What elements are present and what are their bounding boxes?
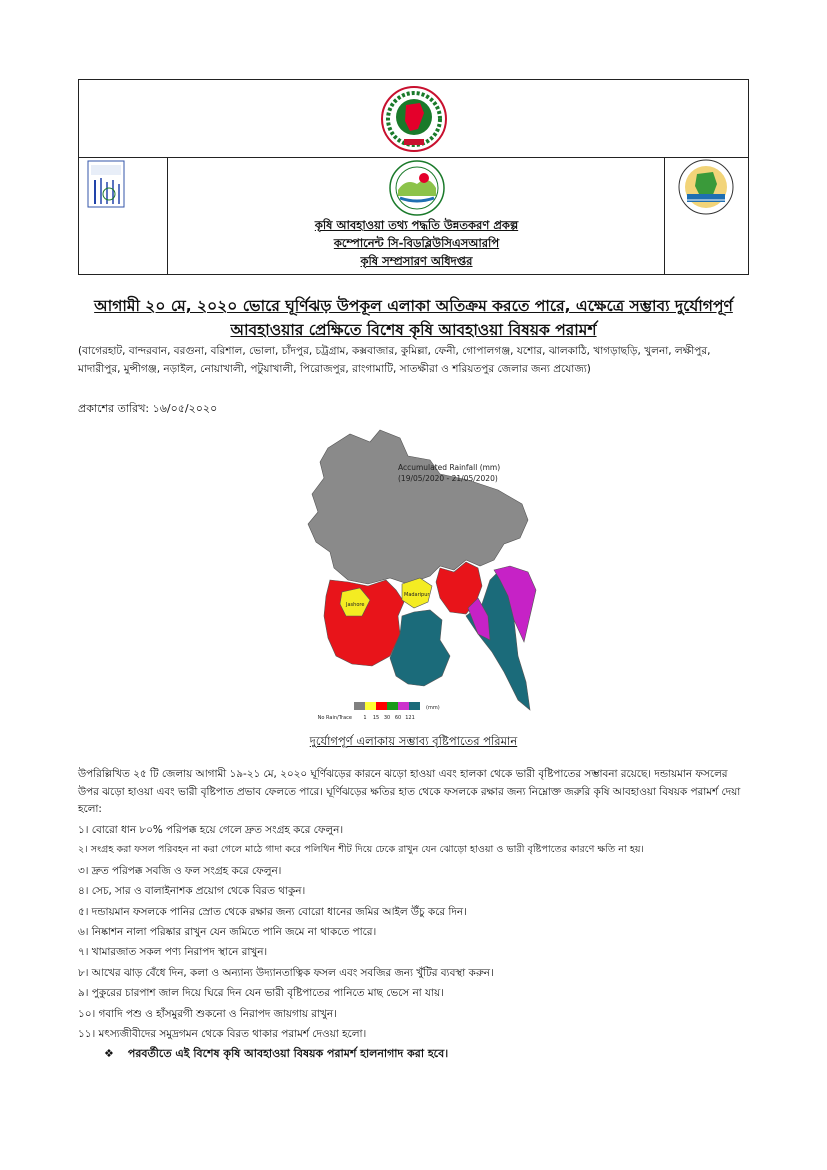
- rainfall-map: [290, 420, 540, 725]
- map-legend: [318, 702, 440, 721]
- map-label-madaripur: Madaripur: [404, 592, 430, 598]
- map-region-teal: [390, 610, 450, 686]
- header-center-cell: [168, 158, 665, 275]
- dae-logo: [386, 160, 448, 216]
- title-line-2: আবহাওয়ার প্রেক্ষিতে বিশেষ কৃষি আবহাওয়া বিষয়ক পরামর্শ: [230, 321, 597, 339]
- advice-item-4: ৪। সেচ, সার ও বালাইনাশক প্রয়োগ থেকে বিরত থাকুন।: [78, 885, 306, 898]
- advice-item-6: ৬। নিষ্কাশন নালা পরিষ্কার রাখুন যেন জমিতে পানি জমে না থাকতে পারে।: [78, 925, 377, 938]
- footer-note: [104, 1045, 448, 1064]
- legend-label-norain: No Rain/Trace: [317, 715, 352, 721]
- advice-item-10: ১০। গবাদি পশু ও হাঁসমুরগী শুকনো ও নিরাপদ জায়গায় রাখুন।: [78, 1007, 337, 1020]
- legend-swatch-purple: [398, 702, 409, 710]
- legend-swatch-green: [387, 702, 398, 710]
- district-list: (বাগেরহাট, বান্দরবান, বরগুনা, বরিশাল, ভোলা, চাঁদপুর, চট্রগ্রাম, কক্সবাজার, কুমিল্লা, ফেনী, গোপালগঞ্জ, যশোর, ঝালকাঠি, খাগড়াছড়ি, খুলনা, লক্ষীপুর, মাদারীপুর, মুন্সীগঞ্জ, নড়াইল, নোয়াখালী, পটুয়াখালী, পিরোজপুর, রাংগামাটি, সাতক্ষীরা ও শরিয়তপুর জেলার জন্য প্রযোজ্য): [78, 345, 711, 375]
- legend-swatch-teal: [409, 702, 420, 710]
- map-period: (19/05/2020 - 21/05/2020): [398, 474, 498, 483]
- meteorology-dept-logo: [87, 160, 125, 208]
- advice-item-5: ৫। দন্ডায়মান ফসলকে পানির স্রোত থেকে রক্ষার জন্য বোরো ধানের জমির আইল উঁচু করে দিন।: [78, 905, 467, 918]
- advice-item-3: ৩। দ্রুত পরিপক্ক সবজি ও ফল সংগ্রহ করে ফেলুন।: [78, 864, 282, 877]
- legend-unit: (mm): [426, 705, 440, 711]
- project-name: কৃষি আবহাওয়া তথ্য পদ্ধতি উন্নতকরণ প্রকল্প: [314, 218, 519, 232]
- component-name: কম্পোনেন্ট সি-বিডব্লিউসিএসআরপি: [333, 236, 500, 250]
- legend-label-1: 1: [363, 715, 367, 721]
- publish-date: প্রকাশের তারিখ: ১৬/০৫/২০২০: [78, 402, 218, 415]
- advice-item-7: ৭। খামারজাত সকল পণ্য নিরাপদ স্থানে রাখুন।: [78, 946, 268, 959]
- government-seal-logo: [380, 85, 448, 153]
- legend-label-30: 30: [383, 715, 391, 721]
- barc-logo: [677, 158, 735, 216]
- advice-item-11: ১১। মৎস্যজীবীদের সমুদ্রগমন থেকে বিরত থাকার পরামর্শ দেওয়া হলো।: [78, 1027, 367, 1040]
- map-region-gray: [308, 430, 528, 584]
- map-caption: দুর্যোগপূর্ণ এলাকায় সম্ভাব্য বৃষ্টিপাতের পরিমান: [309, 734, 518, 748]
- advice-item-9: ৯। পুকুরের চারপাশ জাল দিয়ে ঘিরে দিন যেন ভারী বৃষ্টিপাতের পানিতে মাছ ভেসে না যায়।: [78, 987, 444, 1000]
- advice-item-2: ২। সংগ্রহ করা ফসল পরিবহন না করা গেলে মাঠে গাদা করে পলিথিন শীট দিয়ে ঢেকে রাখুন যেন ঝোড়ো হাওয়া ও ভারী বৃষ্টিপাতের কারণে ক্ষতি না হয়।: [78, 844, 644, 856]
- advice-item-1: ১। বোরো ধান ৮০% পরিপক্ক হয়ে গেলে দ্রুত সংগ্রহ করে ফেলুন।: [78, 824, 344, 836]
- legend-label-15: 15: [372, 715, 380, 721]
- intro-paragraph: উপরিল্লিখিত ২৫ টি জেলায় আগামী ১৯-২১ মে, ২০২০ ঘূর্ণিঝড়ের কারনে ঝড়ো হাওয়া এবং হালকা থেকে ভারী বৃষ্টিপাতের সম্ভাবনা রয়েছে। দন্ডায়মান ফসলের উপর ঝড়ো হাওয়া এবং ভারী বৃষ্টিপাত প্রভাব ফেলতে পারে। ঘূর্ণিঝড়ের ক্ষতির হাত থেকে ফসলকে রক্ষার জন্য নিম্নোক্ত জরুরি কৃষি আবহাওয়া বিষয়ক পরামর্শ দেয়া হলো:: [78, 768, 741, 815]
- map-label-jashore: Jashore: [346, 602, 365, 608]
- legend-swatch-gray: [354, 702, 365, 710]
- header-top-cell: [79, 80, 748, 158]
- legend-swatch-yellow: [365, 702, 376, 710]
- legend-label-60: 60: [394, 715, 402, 721]
- header-box: [78, 79, 749, 275]
- map-title: Accumulated Rainfall (mm): [398, 463, 501, 472]
- footer-text: পরবর্তীতে এই বিশেষ কৃষি আবহাওয়া বিষয়ক পরামর্শ হালনাগাদ করা হবে।: [127, 1047, 449, 1060]
- legend-label-121: 121: [405, 715, 415, 721]
- advice-item-8: ৮। আখের ঝাড় বেঁধে দিন, কলা ও অন্যান্য উদ্যানতাত্বিক ফসল এবং সবজির জন্য খুঁটির ব্যবস্থা করুন।: [78, 966, 494, 979]
- department-name: কৃষি সম্প্রসারণ অধিদপ্তর: [360, 254, 473, 268]
- diamond-bullet-icon: ❖: [104, 1047, 114, 1060]
- title-line-1: আগামী ২০ মে, ২০২০ ভোরে ঘূর্ণিঝড় উপকূল এলাকা অতিক্রম করতে পারে, এক্ষেত্রে সম্ভাব্য দুর্যোগপূর্ণ: [94, 297, 733, 315]
- advice-list: [78, 820, 778, 1044]
- header-right-cell: [664, 158, 748, 275]
- header-left-cell: [79, 158, 168, 275]
- legend-swatch-red: [376, 702, 387, 710]
